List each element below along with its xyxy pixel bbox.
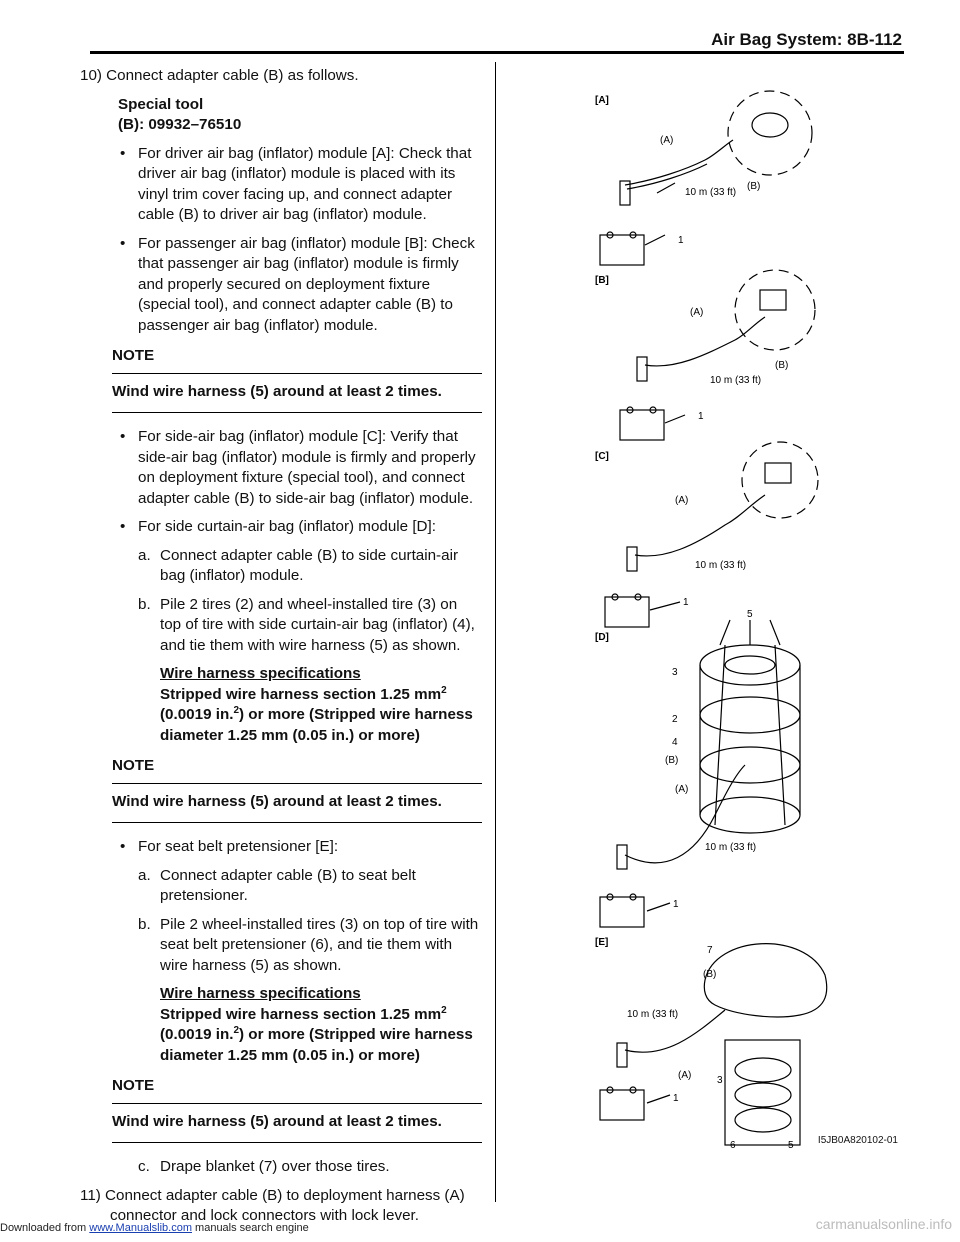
spec-line-2a: (0.0019 in. [160, 706, 234, 723]
callout-length: 10 m (33 ft) [695, 560, 747, 571]
bullet-side-text: For side-air bag (inflator) module [C]: Verify that side-air bag (inflator) module is firmly and properly on deployment fixture (special tool), and connect adapter cable (B) to side-air bag (inflator) module. [138, 428, 476, 507]
spec-sup: 2 [233, 1024, 240, 1036]
substep-seat-a [64, 866, 482, 907]
callout-2: 2 [672, 714, 678, 725]
bullet-mark: • [120, 234, 126, 252]
callout-4: 4 [672, 737, 678, 748]
callout-3: 3 [717, 1075, 723, 1086]
bullet-curtain [64, 517, 482, 538]
tire [735, 1058, 791, 1082]
bullet-passenger-text: For passenger air bag (inflator) module [B]: Check that passenger air bag (inflator) module is firmly and properly secured on deployment fixture (special tool), and connect adapter cable (B) to passenger air bag (inflator) module. [138, 234, 475, 334]
callout-7: 7 [707, 945, 713, 956]
battery [600, 1090, 644, 1120]
footer-prefix: Downloaded from [0, 1222, 90, 1234]
callout-1: 1 [673, 899, 679, 910]
spec-heading: Wire harness specifications [160, 665, 361, 682]
tire [735, 1083, 791, 1107]
callout-b: (B) [665, 755, 679, 766]
bullet-curtain-text: For side curtain-air bag (inflator) module [D]: [138, 518, 436, 535]
note-box-2 [112, 754, 482, 823]
substep-seat-b [64, 915, 482, 977]
bullet-seat-text: For seat belt pretensioner [E]: [138, 838, 339, 855]
battery [605, 597, 649, 627]
procedure-text [64, 66, 482, 1235]
spec-line-1: Stripped wire harness section 1.25 mm [160, 1005, 442, 1023]
note-body: Wind wire harness (5) around at least 2 times. [112, 1104, 482, 1144]
substep-curtain-a-text: Connect adapter cable (B) to side curtain-air bag (inflator) module. [160, 546, 458, 584]
airbag-module [765, 463, 791, 483]
callout-6: 6 [730, 1140, 736, 1151]
bullet-driver [64, 144, 482, 226]
callout-5: 5 [788, 1140, 794, 1151]
adapter-cable [645, 317, 765, 366]
note-title: NOTE [112, 344, 482, 374]
wire-harness [715, 645, 785, 825]
footer-link[interactable]: www.Manualslib.com [89, 1222, 192, 1234]
callout-5: 5 [747, 609, 753, 620]
spec-heading: Wire harness specifications [160, 985, 361, 1002]
special-tool [64, 95, 482, 136]
spec-line-1: Stripped wire harness section 1.25 mm [160, 685, 442, 703]
tire-stack-outline [700, 665, 800, 815]
header-rule [90, 51, 904, 54]
figure-id: I5JB0A820102-01 [817, 1135, 898, 1146]
spec-text [64, 1005, 482, 1067]
substep-curtain-a [64, 546, 482, 587]
spec-sup: 2 [441, 1004, 447, 1016]
callout-a: (A) [675, 495, 689, 506]
spec-line-2a: (0.0019 in. [160, 1026, 234, 1043]
callout-3: 3 [672, 667, 678, 678]
special-tool-number: (B): 09932–76510 [118, 116, 242, 133]
leader-line [647, 1095, 670, 1103]
callout-1: 1 [683, 597, 689, 608]
adapter-cable [627, 164, 707, 189]
figure-label-d: [D] [595, 632, 609, 643]
callout-length: 10 m (33 ft) [705, 842, 757, 853]
bullet-mark: • [120, 144, 126, 162]
substep-mark: c. [138, 1158, 150, 1175]
wire-harness [720, 620, 780, 645]
step-11: 11) Connect adapter cable (B) to deployment harness (A) connector and lock connectors with lock lever. [80, 1186, 465, 1224]
spec-text [64, 685, 482, 747]
inset-box [725, 1040, 800, 1145]
substep-mark: b. [138, 595, 151, 613]
page-header-title: Air Bag System: 8B-112 [711, 30, 902, 49]
substep-mark: a. [138, 866, 151, 884]
figure-label-a: [A] [595, 95, 609, 106]
callout-a: (A) [660, 135, 674, 146]
bullet-driver-text: For driver air bag (inflator) module [A]: Check that driver air bag (inflator) module is placed with its vinyl trim cover facing up, and connect adapter cable (B) to driver air bag (inflator) module. [138, 144, 472, 223]
figure-label-e: [E] [595, 937, 609, 948]
callout-length: 10 m (33 ft) [627, 1009, 679, 1020]
note-box-3 [112, 1074, 482, 1143]
battery [620, 410, 664, 440]
column-divider [495, 62, 496, 1202]
bullet-seat [64, 837, 482, 858]
leader-line [665, 415, 685, 423]
battery [600, 897, 644, 927]
substep-mark: a. [138, 546, 151, 564]
callout-1: 1 [698, 411, 704, 422]
footer-suffix: manuals search engine [191, 1222, 309, 1234]
note-title: NOTE [112, 754, 482, 784]
spec-line-2b: ) or more (Stripped wire harness diameter 1.25 mm (0.05 in.) or more) [160, 1026, 473, 1064]
tire [735, 1108, 791, 1132]
battery [600, 235, 644, 265]
spec-line-2b: ) or more (Stripped wire harness diameter 1.25 mm (0.05 in.) or more) [160, 706, 473, 744]
figure-label-b: [B] [595, 275, 609, 286]
bullet-mark: • [120, 838, 126, 855]
adapter-cable [625, 140, 733, 185]
adapter-cable [635, 495, 765, 556]
detail-circle [742, 442, 818, 518]
tire [700, 645, 800, 685]
connector [617, 845, 627, 869]
callout-b: (B) [747, 181, 761, 192]
callout-length: 10 m (33 ft) [685, 187, 737, 198]
watermark: carmanualsonline.info [815, 1216, 952, 1232]
special-tool-label: Special tool [118, 95, 204, 113]
spec-sup: 2 [233, 704, 240, 716]
connector [617, 1043, 627, 1067]
tire [700, 697, 800, 733]
bullet-mark: • [120, 518, 126, 535]
tire-rim [725, 656, 775, 674]
step-10: 10) Connect adapter cable (B) as follows. [80, 67, 359, 84]
note-body: Wind wire harness (5) around at least 2 times. [112, 784, 482, 824]
airbag-module [752, 113, 788, 137]
callout-1: 1 [678, 235, 684, 246]
leader-line [650, 602, 680, 610]
leader-line [657, 183, 675, 193]
connector [637, 357, 647, 381]
substep-seat-c [64, 1157, 482, 1178]
bullet-side [64, 427, 482, 509]
leader-line [647, 903, 670, 911]
bullet-mark: • [120, 428, 126, 445]
substep-seat-c-text: Drape blanket (7) over those tires. [160, 1158, 390, 1175]
leader-line [645, 235, 665, 245]
note-title: NOTE [112, 1074, 482, 1104]
callout-length: 10 m (33 ft) [710, 375, 762, 386]
bullet-passenger [64, 234, 482, 337]
blanket [704, 944, 826, 1017]
figure-label-c: [C] [595, 451, 609, 462]
deployment-illustration [575, 85, 905, 1155]
airbag-module [760, 290, 786, 310]
callout-b: (B) [775, 360, 789, 371]
substep-mark: b. [138, 915, 151, 933]
substep-seat-a-text: Connect adapter cable (B) to seat belt pretensioner. [160, 866, 416, 904]
callout-b: (B) [703, 969, 717, 980]
note-body: Wind wire harness (5) around at least 2 times. [112, 374, 482, 414]
note-box-1 [112, 344, 482, 413]
callout-a: (A) [678, 1070, 692, 1081]
detail-circle [728, 91, 812, 175]
connector [627, 547, 637, 571]
footer [0, 1222, 309, 1234]
spec-sup: 2 [441, 684, 447, 696]
substep-curtain-b [64, 595, 482, 657]
callout-a: (A) [675, 784, 689, 795]
tire [700, 747, 800, 783]
callout-1: 1 [673, 1093, 679, 1104]
callout-a: (A) [690, 307, 704, 318]
substep-seat-b-text: Pile 2 wheel-installed tires (3) on top of tire with seat belt pretensioner (6), and tie them with wire harness (5) as shown. [160, 915, 479, 974]
substep-curtain-b-text: Pile 2 tires (2) and wheel-installed tire (3) on top of tire with side curtain-air bag (inflator) (4), and tie them with wire harness (5) as shown. [160, 595, 475, 654]
